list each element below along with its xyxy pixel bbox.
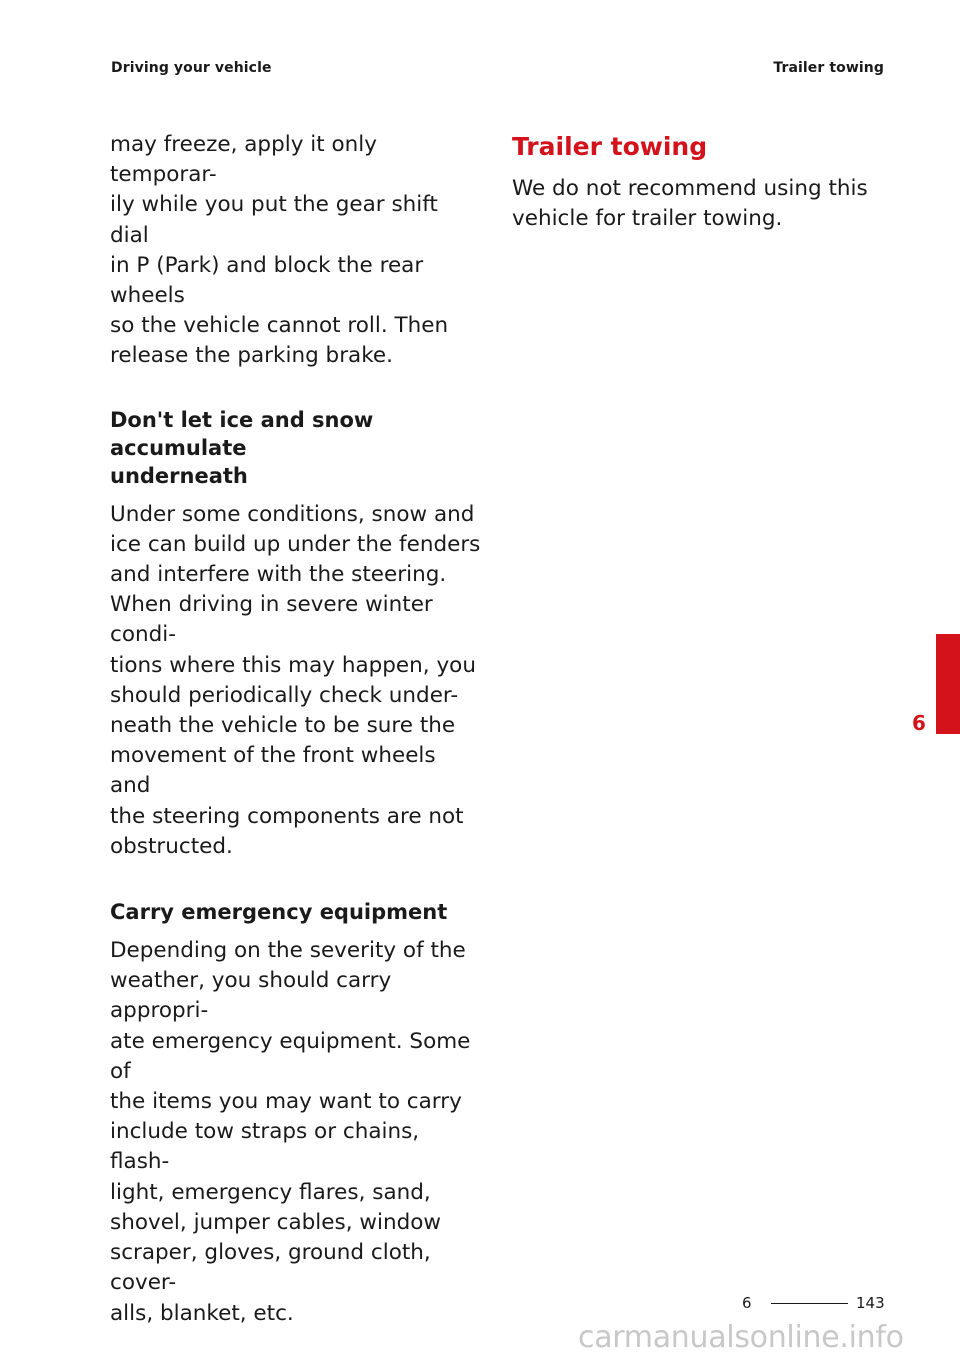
watermark-text: carmanualsonline.info [578, 1320, 904, 1355]
chapter-tab-marker [936, 634, 960, 734]
trailer-towing-paragraph: We do not recommend using this vehicle for trailer towing. [512, 176, 868, 232]
footer-chapter-number: 6 [742, 1294, 752, 1312]
intro-paragraph: may freeze, apply it only temporar- ily while you put the gear shift dial in P (Park) and block the rear wheels so the vehicle cannot roll. Then release the parking brake. [110, 132, 449, 369]
section-heading-emergency-equipment: Carry emergency equipment [110, 900, 448, 925]
running-header-left: Driving your vehicle [111, 60, 272, 76]
section-body-ice-snow: Under some conditions, snow and ice can build up under the fenders and interfere with the steering. When driving in severe winter condi- tions where this may happen, you should periodically check under- neath the vehicle to be sure the movement of the front wheels and the steering components are not obstructed. [110, 501, 481, 859]
right-column [512, 130, 892, 234]
section-title-trailer-towing: Trailer towing [512, 132, 708, 161]
section-body-emergency-equipment: Depending on the severity of the weather, you should carry appropri- ate emergency equipment. Some of the items you may want to carry include tow straps or chains, flash- light, emergency flares, sand, shovel, jumper cables, window scraper, gloves, ground cloth, cover- alls, blanket, etc. [110, 938, 471, 1326]
section-heading-ice-snow: Don't let ice and snow accumulate underneath [110, 407, 374, 488]
left-column [110, 130, 482, 1329]
footer-divider [771, 1303, 848, 1304]
running-header-right: Trailer towing [773, 60, 884, 76]
footer-page-number: 143 [856, 1294, 885, 1312]
chapter-tab-number: 6 [912, 711, 926, 735]
